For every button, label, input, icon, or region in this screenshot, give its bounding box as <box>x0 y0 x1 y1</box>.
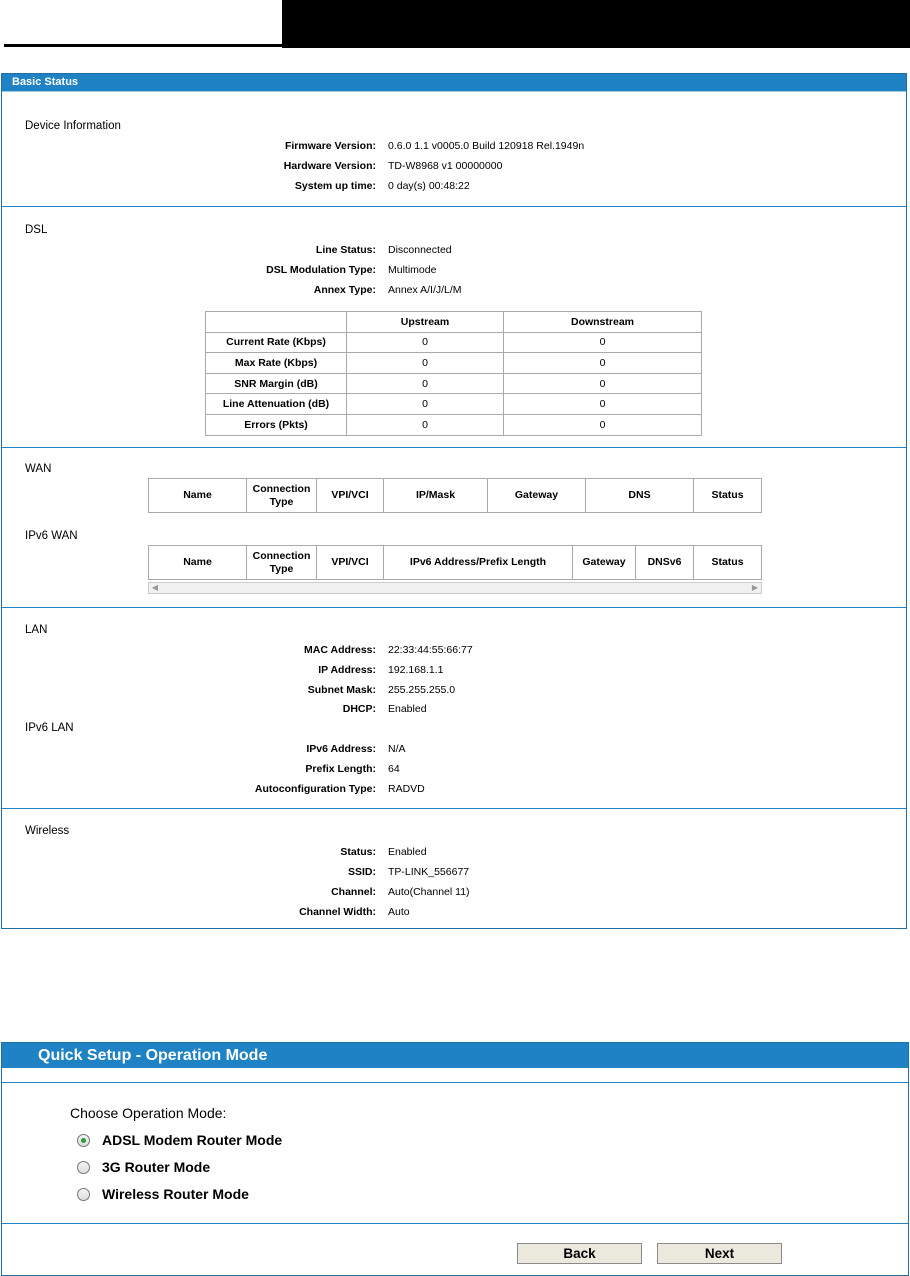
device-information-heading: Device Information <box>25 120 121 132</box>
hardware-version-value: TD-W8968 v1 00000000 <box>388 160 503 172</box>
table-row <box>206 332 702 353</box>
document-header <box>0 0 910 48</box>
firmware-version-label: Firmware Version: <box>284 140 376 152</box>
table-row <box>206 394 702 415</box>
mac-address-value: 22:33:44:55:66:77 <box>388 644 473 656</box>
dsl-modulation-value: Multimode <box>388 264 437 276</box>
downstream-value: 0 <box>504 394 702 415</box>
downstream-value: 0 <box>504 373 702 394</box>
table-row <box>206 353 702 374</box>
prefix-length-label: Prefix Length: <box>305 763 376 775</box>
table-row <box>206 414 702 435</box>
mode-option-label[interactable]: 3G Router Mode <box>102 1159 211 1175</box>
mode-option-adsl[interactable] <box>77 1132 282 1148</box>
wan-col-name: Name <box>149 479 247 513</box>
subnet-mask-label: Subnet Mask: <box>307 684 376 696</box>
wireless-heading: Wireless <box>25 825 70 837</box>
channel-label: Channel: <box>331 886 376 898</box>
dhcp-value: Enabled <box>388 703 427 715</box>
ip-address-value: 192.168.1.1 <box>388 664 444 676</box>
ipv6-wan-col-connection-type: Connection Type <box>247 546 317 580</box>
ipv6-wan-heading: IPv6 WAN <box>25 530 78 542</box>
next-button[interactable]: Next <box>657 1243 782 1264</box>
annex-type-value: Annex A/I/J/L/M <box>388 284 462 296</box>
upstream-value: 0 <box>347 414 504 435</box>
radio-selected-icon[interactable] <box>77 1134 90 1147</box>
prefix-length-value: 64 <box>388 763 400 775</box>
scroll-right-arrow-icon[interactable]: ▶ <box>751 583 759 592</box>
ipv6-wan-col-address: IPv6 Address/Prefix Length <box>384 546 573 580</box>
dhcp-label: DHCP: <box>342 703 376 715</box>
annex-type-label: Annex Type: <box>313 284 376 296</box>
ip-address-label: IP Address: <box>318 664 376 676</box>
row-label: Current Rate (Kbps) <box>206 332 347 353</box>
ipv6-wan-col-vpi-vci: VPI/VCI <box>317 546 384 580</box>
wireless-section <box>2 809 906 929</box>
hardware-version-label: Hardware Version: <box>283 160 376 172</box>
downstream-value: 0 <box>504 332 702 353</box>
mode-option-wireless[interactable] <box>77 1186 249 1202</box>
wan-col-vpi-vci: VPI/VCI <box>317 479 384 513</box>
scroll-left-arrow-icon[interactable]: ◀ <box>151 583 159 592</box>
basic-status-title: Basic Status <box>2 74 906 91</box>
upstream-value: 0 <box>347 332 504 353</box>
ipv6-wan-col-dnsv6: DNSv6 <box>636 546 694 580</box>
system-up-time-value: 0 day(s) 00:48:22 <box>388 180 470 192</box>
autoconfiguration-type-value: RADVD <box>388 783 425 795</box>
downstream-value: 0 <box>504 353 702 374</box>
upstream-header: Upstream <box>347 312 504 333</box>
channel-width-label: Channel Width: <box>299 906 376 918</box>
table-corner-cell <box>206 312 347 333</box>
ipv6-wan-header-row <box>149 546 762 580</box>
channel-value: Auto(Channel 11) <box>388 886 470 898</box>
quick-setup-title: Quick Setup - Operation Mode <box>2 1043 908 1068</box>
ipv6-address-label: IPv6 Address: <box>306 743 376 755</box>
quick-setup-panel <box>1 1042 909 1276</box>
upstream-value: 0 <box>347 373 504 394</box>
ipv6-wan-table <box>148 545 762 580</box>
upstream-value: 0 <box>347 353 504 374</box>
ipv6-lan-heading: IPv6 LAN <box>25 722 74 734</box>
header-rule <box>4 44 282 47</box>
ipv6-address-value: N/A <box>388 743 406 755</box>
mac-address-label: MAC Address: <box>304 644 376 656</box>
wan-header-row <box>149 479 762 513</box>
lan-section <box>2 608 906 809</box>
wan-section <box>2 448 906 608</box>
dsl-rate-table <box>205 311 702 436</box>
system-up-time-label: System up time: <box>294 180 376 192</box>
row-label: SNR Margin (dB) <box>206 373 347 394</box>
table-row <box>206 373 702 394</box>
row-label: Line Attenuation (dB) <box>206 394 347 415</box>
ipv6-wan-col-status: Status <box>694 546 762 580</box>
line-status-value: Disconnected <box>388 244 452 256</box>
mode-option-3g[interactable] <box>77 1159 210 1175</box>
ipv6-wan-scrollbar[interactable] <box>148 582 762 594</box>
autoconfiguration-type-label: Autoconfiguration Type: <box>254 783 376 795</box>
wan-heading: WAN <box>25 463 52 475</box>
subnet-mask-value: 255.255.255.0 <box>388 684 456 696</box>
channel-width-value: Auto <box>388 906 410 918</box>
ssid-value: TP-LINK_556677 <box>388 866 470 878</box>
wan-col-connection-type: Connection Type <box>247 479 317 513</box>
back-button[interactable]: Back <box>517 1243 642 1264</box>
dsl-modulation-label: DSL Modulation Type: <box>266 264 376 276</box>
ipv6-wan-col-name: Name <box>149 546 247 580</box>
table-header-row <box>206 312 702 333</box>
quick-setup-top-divider <box>2 1082 908 1083</box>
upstream-value: 0 <box>347 394 504 415</box>
lan-heading: LAN <box>25 624 48 636</box>
radio-unselected-icon[interactable] <box>77 1161 90 1174</box>
dsl-section <box>2 207 906 448</box>
wan-col-gateway: Gateway <box>488 479 586 513</box>
choose-mode-prompt: Choose Operation Mode: <box>70 1105 227 1121</box>
row-label: Max Rate (Kbps) <box>206 353 347 374</box>
device-information-section <box>2 92 906 207</box>
row-label: Errors (Pkts) <box>206 414 347 435</box>
downstream-value: 0 <box>504 414 702 435</box>
wan-col-ip-mask: IP/Mask <box>384 479 488 513</box>
ipv6-wan-col-gateway: Gateway <box>573 546 636 580</box>
quick-setup-bottom-divider <box>2 1223 908 1224</box>
wireless-status-value: Enabled <box>388 846 427 858</box>
radio-unselected-icon[interactable] <box>77 1188 90 1201</box>
ssid-label: SSID: <box>347 866 376 878</box>
mode-option-label[interactable]: ADSL Modem Router Mode <box>102 1132 283 1148</box>
wireless-status-label: Status: <box>340 846 376 858</box>
downstream-header: Downstream <box>504 312 702 333</box>
firmware-version-value: 0.6.0 1.1 v0005.0 Build 120918 Rel.1949n <box>388 140 585 152</box>
mode-option-label[interactable]: Wireless Router Mode <box>102 1186 249 1202</box>
dsl-heading: DSL <box>25 224 48 236</box>
wan-col-dns: DNS <box>586 479 694 513</box>
wan-col-status: Status <box>694 479 762 513</box>
basic-status-panel <box>1 73 907 929</box>
line-status-label: Line Status: <box>315 244 376 256</box>
wan-table <box>148 478 762 513</box>
header-black-bar <box>282 0 910 48</box>
